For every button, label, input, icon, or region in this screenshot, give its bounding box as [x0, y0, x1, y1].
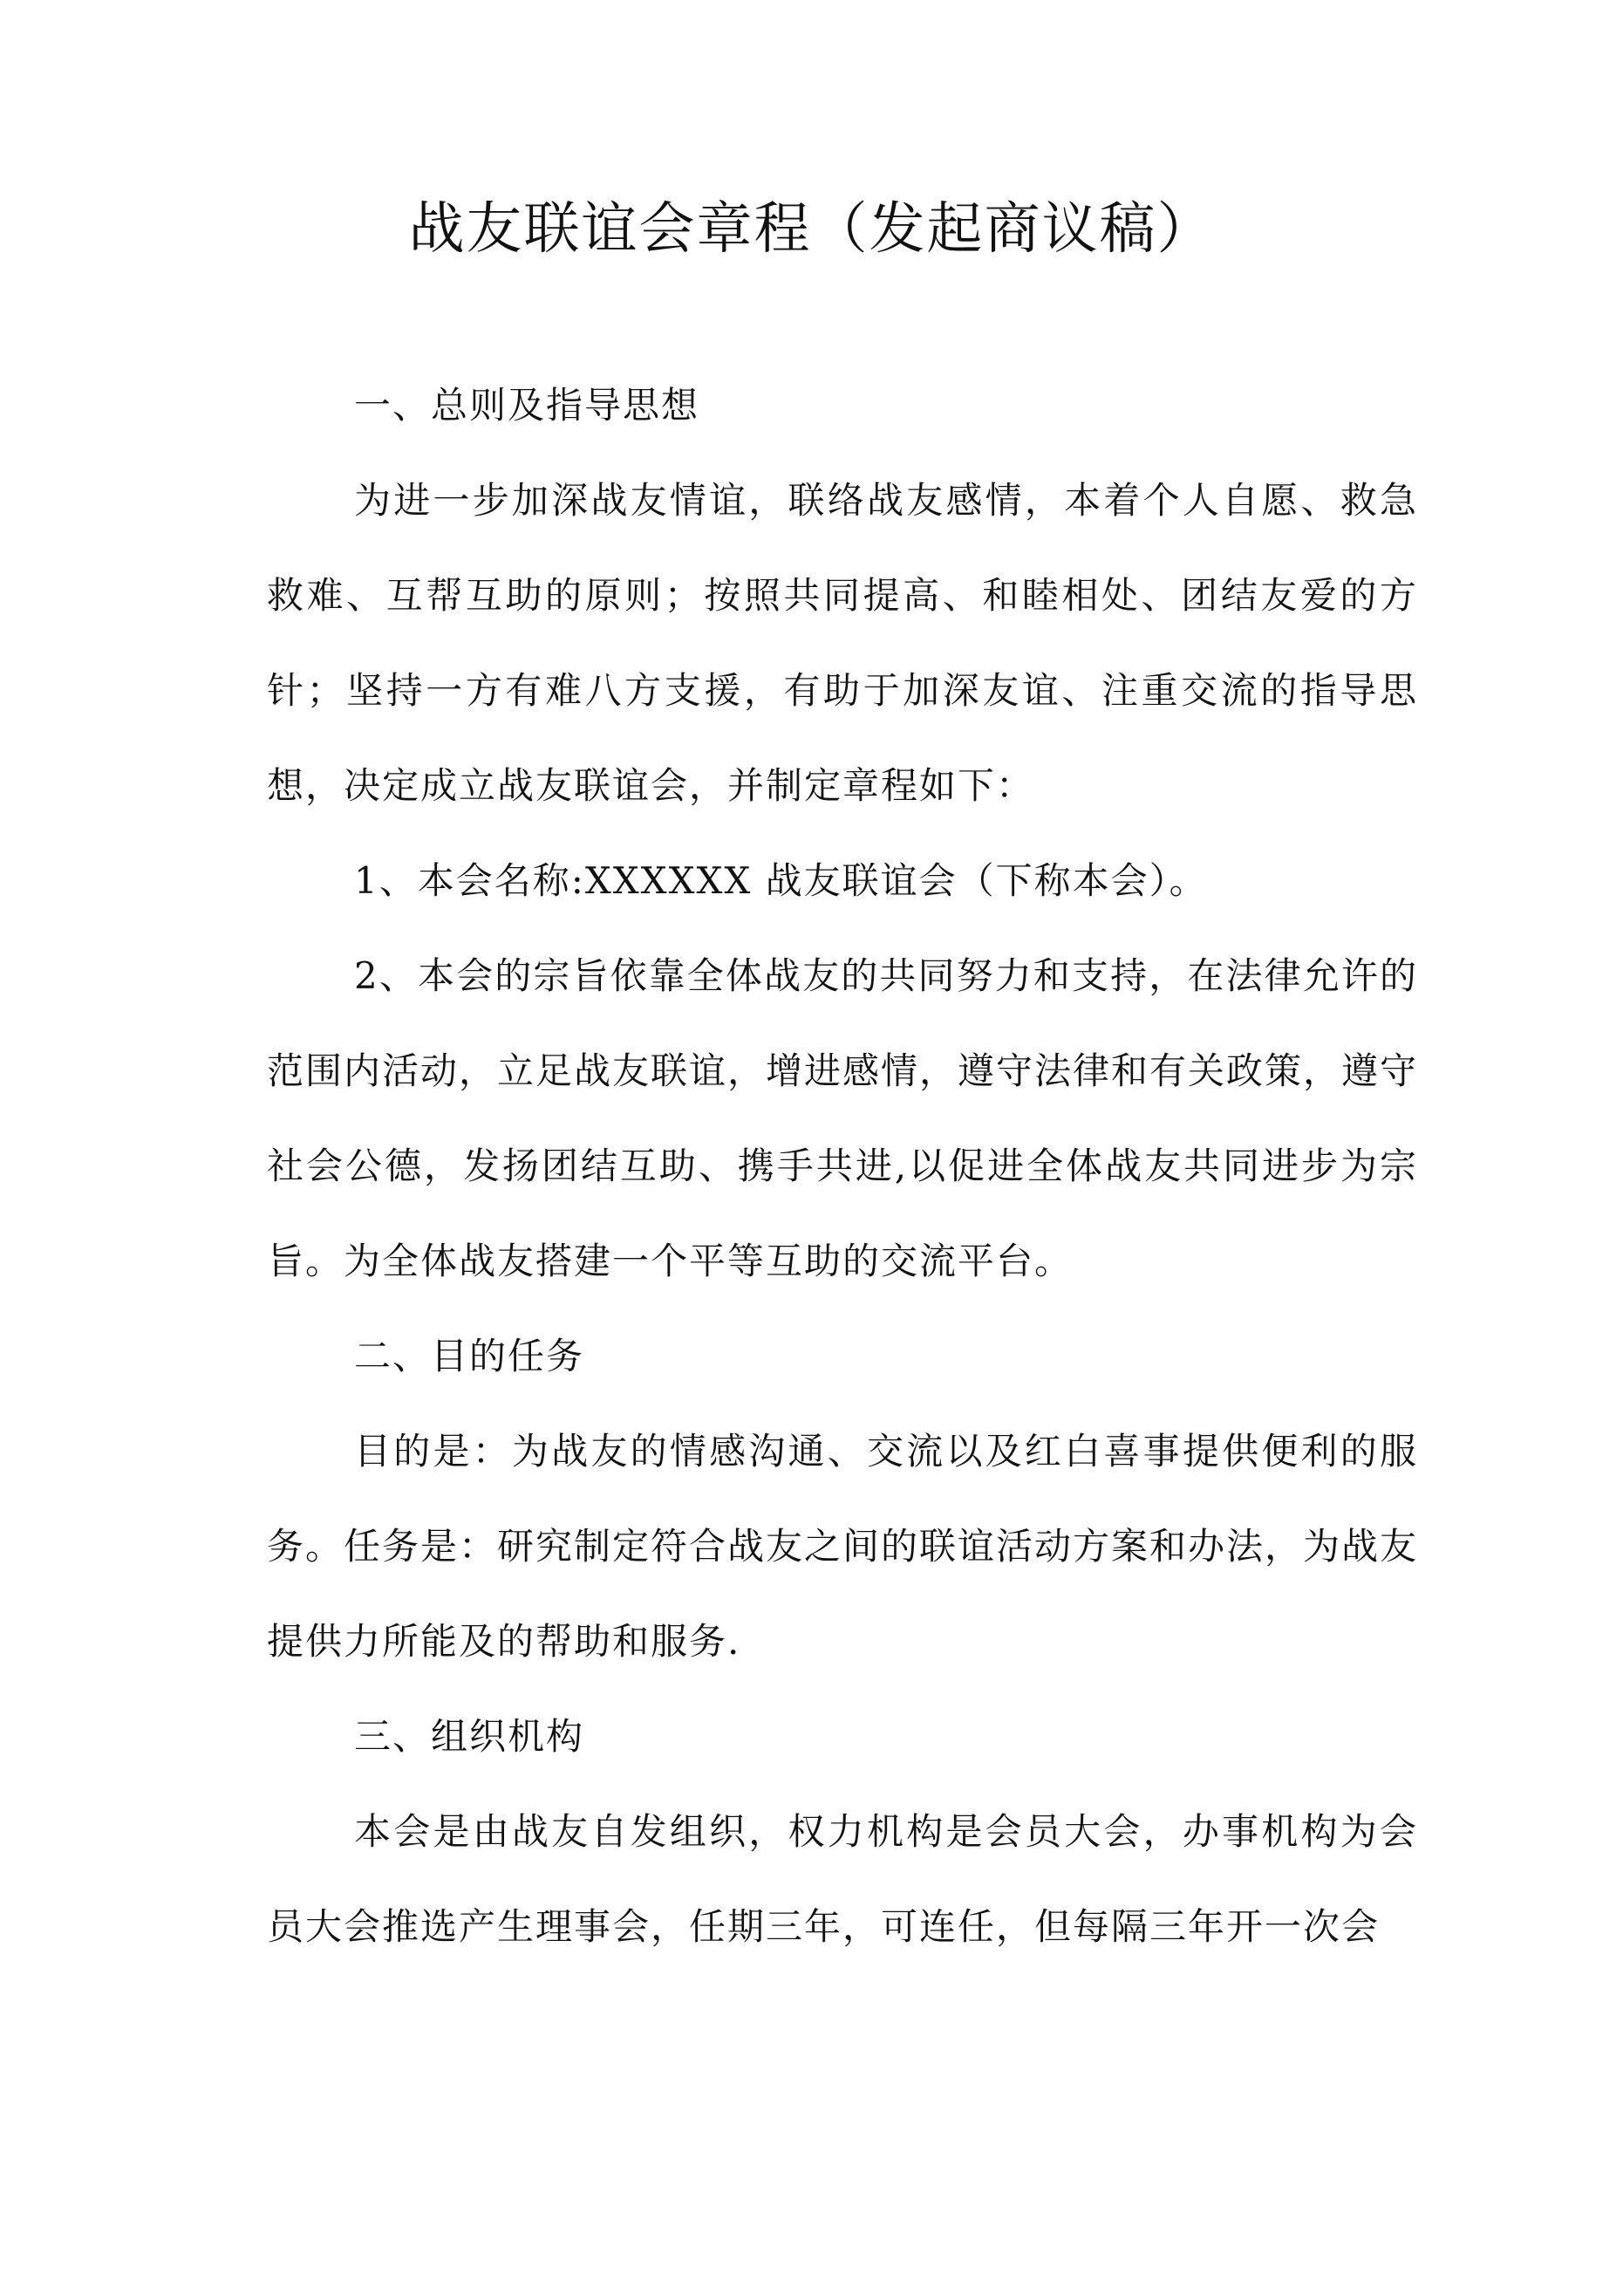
paragraph-organization: 本会是由战友自发组织，权力机构是会员大会，办事机构为会员大会推选产生理事会，任期三年，可连任，但每隔三年开一次会 — [267, 1810, 1418, 1948]
document-body — [267, 358, 1418, 1974]
paragraph-objectives-tasks: 目的是：为战友的情感沟通、交流以及红白喜事提供便利的服务。任务是：研究制定符合战友之间的联谊活动方案和办法，为战友提供力所能及的帮助和服务. — [267, 1430, 1419, 1663]
section-heading-organization: 三、组织机构 — [354, 1715, 585, 1758]
document-title: 战友联谊会章程（发起商议稿） — [408, 197, 1215, 262]
section-heading-general-principles: 一、总则及指导思想 — [354, 384, 700, 427]
section-heading-objectives: 二、目的任务 — [354, 1335, 585, 1377]
paragraph-guiding-principles: 为进一步加深战友情谊，联络战友感情，本着个人自愿、救急救难、互帮互助的原则；按照共同提高、和睦相处、团结友爱的方针；坚持一方有难八方支援，有助于加深友谊、注重交流的指导思想，决定成立战友联谊会，并制定章程如下： — [267, 479, 1418, 807]
paragraph-association-name: 1、本会名称:XXXXXX 战友联谊会（下称本会）。 — [354, 859, 1208, 902]
paragraph-association-purpose: 2、本会的宗旨依靠全体战友的共同努力和支持，在法律允许的范围内活动，立足战友联谊，增进感情，遵守法律和有关政策，遵守社会公德，发扬团结互助、携手共进,以促进全体战友共同进步为宗旨。为全体战友搭建一个平等互助的交流平台。 — [267, 954, 1419, 1282]
